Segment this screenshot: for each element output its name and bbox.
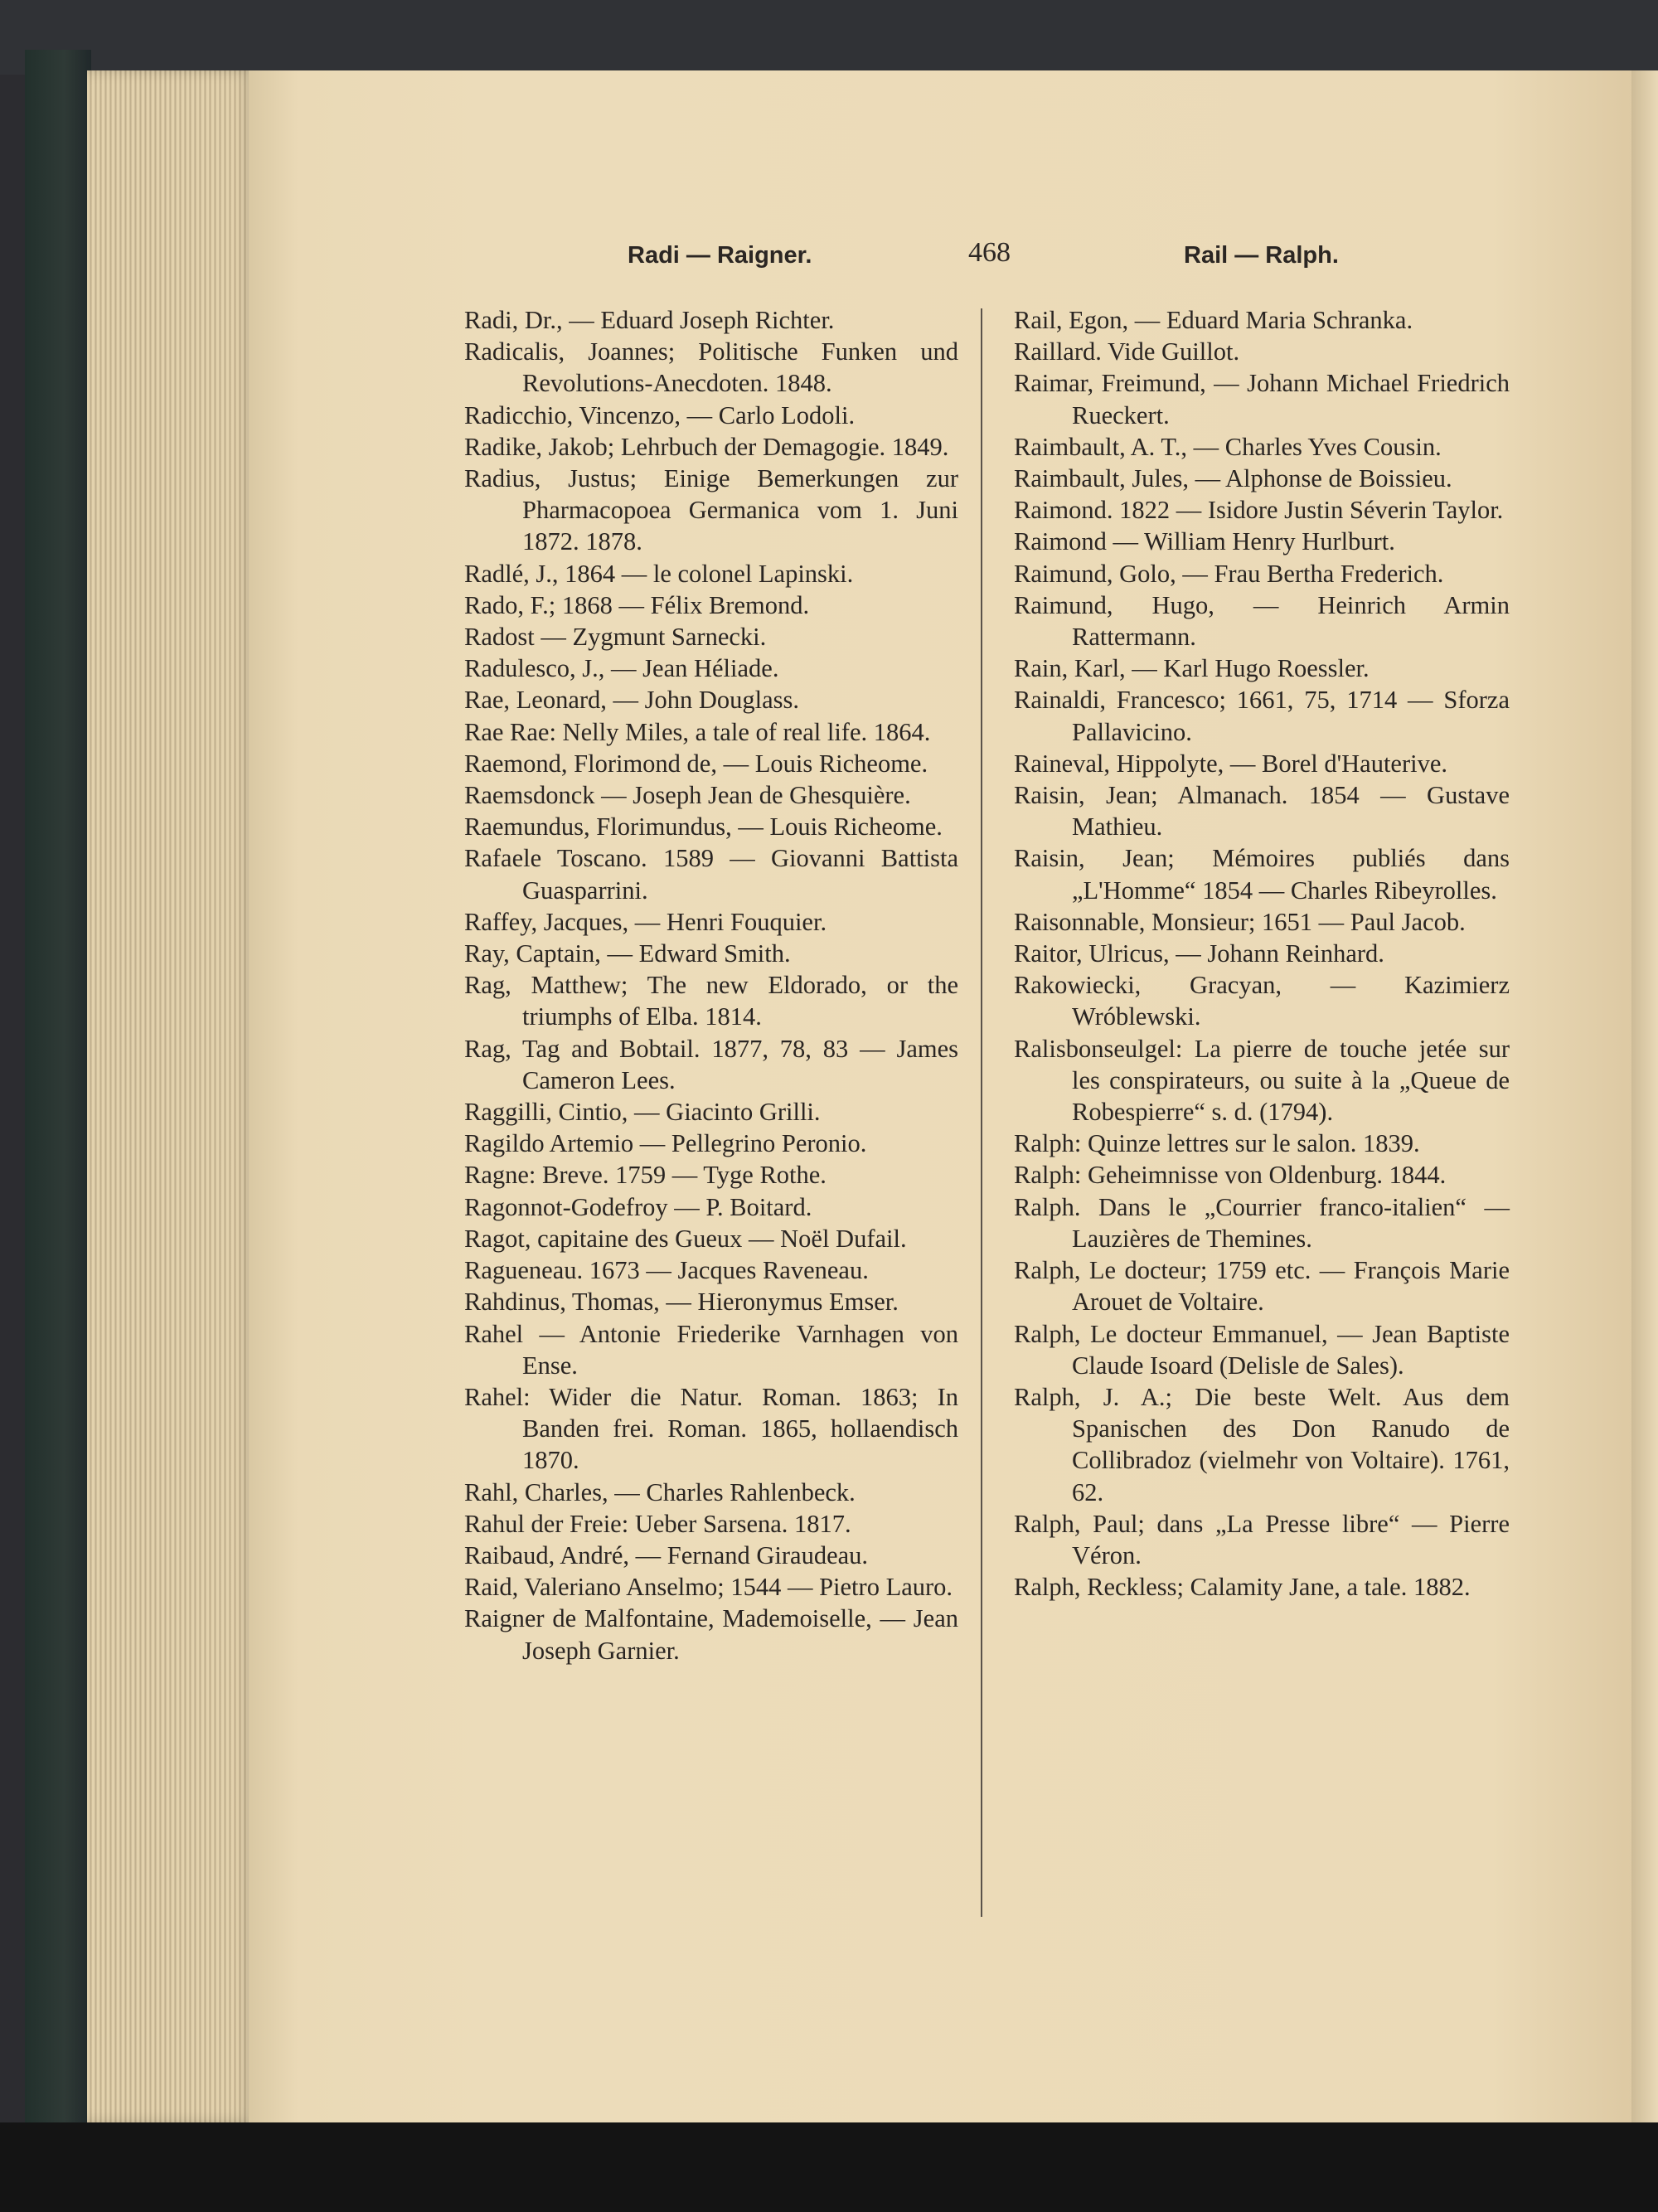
book-cover-spine [25,50,91,2139]
index-entry: Ray, Captain, — Edward Smith. [464,939,791,968]
index-entry: Raimar, Freimund, — Johann Michael Friedrich Rueckert. [1014,369,1510,429]
index-entry: Raffey, Jacques, — Henri Fouquier. [464,907,827,936]
index-entry: Rainaldi, Francesco; 1661, 75, 1714 — Sforza Pallavicino. [1014,686,1510,746]
index-entry: Ralph, Reckless; Calamity Jane, a tale. 1882. [1014,1573,1471,1602]
index-entry: Rahel: Wider die Natur. Roman. 1863; In Banden frei. Roman. 1865, hollaendisch 1870. [464,1382,958,1475]
book-cover-top [0,0,1658,75]
index-entry: Radike, Jakob; Lehrbuch der Demagogie. 1849. [464,432,949,461]
index-entry: Raibaud, André, — Fernand Giraudeau. [464,1540,869,1569]
index-entry: Ragildo Artemio — Pellegrino Peronio. [464,1129,867,1158]
index-entry: Rae Rae: Nelly Miles, a tale of real life. 1864. [464,717,931,746]
index-entry: Raisin, Jean; Almanach. 1854 — Gustave Mathieu. [1014,781,1510,842]
index-entry: Raitor, Ulricus, — Johann Reinhard. [1014,939,1384,968]
index-entry: Ragne: Breve. 1759 — Tyge Rothe. [464,1161,827,1190]
index-entry: Rahel — Antonie Friederike Varnhagen von Ense. [464,1319,958,1380]
page-edges [87,70,257,2122]
index-entry: Rail, Egon, — Eduard Maria Schranka. [1014,306,1413,334]
index-entry: Ralph. Dans le „Courrier franco-italien“ — Lauzières de Themines. [1014,1192,1510,1253]
index-entry: Ragonnot-Godefroy — P. Boitard. [464,1192,812,1221]
index-entry: Raillard. Vide Guillot. [1014,337,1240,366]
index-entry: Raisonnable, Monsieur; 1651 — Paul Jacob. [1014,907,1466,936]
index-entry: Raisin, Jean; Mémoires publiés dans „L'Homme“ 1854 — Charles Ribeyrolles. [1014,844,1510,905]
index-entry: Raemundus, Florimundus, — Louis Richeome. [464,813,943,842]
right-column [1014,304,1510,1603]
index-entry: Rafaele Toscano. 1589 — Giovanni Battista Guasparrini. [464,844,958,905]
index-entry: Radost — Zygmunt Sarnecki. [464,623,767,652]
index-entry: Raimbault, Jules, — Alphonse de Boissieu. [1014,464,1452,493]
index-entry: Ralph, Le docteur; 1759 etc. — François Marie Arouet de Voltaire. [1014,1256,1510,1317]
index-entry: Ralph, Le docteur Emmanuel, — Jean Baptiste Claude Isoard (Delisle de Sales). [1014,1319,1510,1380]
index-entry: Raimond. 1822 — Isidore Justin Séverin Taylor. [1014,496,1504,525]
index-entry: Rag, Matthew; The new Eldorado, or the triumphs of Elba. 1814. [464,971,958,1031]
index-entry: Raemond, Florimond de, — Louis Richeome. [464,749,928,778]
book-cover-bottom [0,2122,1658,2212]
next-page-edge [1631,70,1658,2122]
index-entry: Radlé, J., 1864 — le colonel Lapinski. [464,559,854,588]
index-entry: Ralph, Paul; dans „La Presse libre“ — Pierre Véron. [1014,1509,1510,1569]
index-entry: Rakowiecki, Gracyan, — Kazimierz Wróblewski. [1014,971,1510,1031]
index-entry: Rado, F.; 1868 — Félix Bremond. [464,590,810,619]
running-head-left: Radi — Raigner. [628,242,812,269]
index-entry: Radi, Dr., — Eduard Joseph Richter. [464,306,835,334]
index-entry: Ralisbonseulgel: La pierre de touche jetée sur les conspirateurs, ou suite à la „Queue de Robespierre“ s. d. (1794). [1014,1034,1510,1127]
index-entry: Ragueneau. 1673 — Jacques Raveneau. [464,1256,869,1285]
index-entry: Raineval, Hippolyte, — Borel d'Hauterive. [1014,749,1448,778]
index-entry: Radicchio, Vincenzo, — Carlo Lodoli. [464,400,856,429]
index-entry: Raggilli, Cintio, — Giacinto Grilli. [464,1098,821,1127]
running-head-right: Rail — Ralph. [1184,242,1339,269]
index-entry: Raimund, Hugo, — Heinrich Armin Rattermann. [1014,590,1510,652]
index-entry: Rahl, Charles, — Charles Rahlenbeck. [464,1477,856,1506]
index-entry: Ralph: Quinze lettres sur le salon. 1839. [1014,1129,1420,1158]
index-entry: Radulesco, J., — Jean Héliade. [464,654,779,683]
index-entry: Rahdinus, Thomas, — Hieronymus Emser. [464,1288,899,1317]
index-entry: Ralph: Geheimnisse von Oldenburg. 1844. [1014,1161,1447,1190]
index-entry: Raimbault, A. T., — Charles Yves Cousin. [1014,432,1442,461]
index-entry: Ralph, J. A.; Die beste Welt. Aus dem Spanischen des Don Ranudo de Collibradoz (vielmehr von Voltaire). 1761, 62. [1014,1382,1510,1506]
index-entry: Rahul der Freie: Ueber Sarsena. 1817. [464,1509,851,1538]
index-entry: Raimond — William Henry Hurlburt. [1014,527,1395,556]
page-number: 468 [968,237,1011,268]
index-entry: Ragot, capitaine des Gueux — Noël Dufail. [464,1224,907,1253]
left-column [464,304,958,1666]
index-entry: Rae, Leonard, — John Douglass. [464,686,800,715]
index-entry: Rain, Karl, — Karl Hugo Roessler. [1014,654,1370,683]
index-entry: Raemsdonck — Joseph Jean de Ghesquière. [464,781,911,810]
index-entry: Raid, Valeriano Anselmo; 1544 — Pietro Lauro. [464,1573,953,1602]
index-entry: Raimund, Golo, — Frau Bertha Frederich. [1014,559,1444,588]
index-entry: Radius, Justus; Einige Bemerkungen zur Pharmacopoea Germanica vom 1. Juni 1872. 1878. [464,464,958,556]
index-entry: Raigner de Malfontaine, Mademoiselle, — Jean Joseph Garnier. [464,1604,958,1665]
index-entry: Radicalis, Joannes; Politische Funken und Revolutions-Anecdoten. 1848. [464,337,958,398]
column-divider [981,308,982,1917]
index-entry: Rag, Tag and Bobtail. 1877, 78, 83 — James Cameron Lees. [464,1034,958,1094]
